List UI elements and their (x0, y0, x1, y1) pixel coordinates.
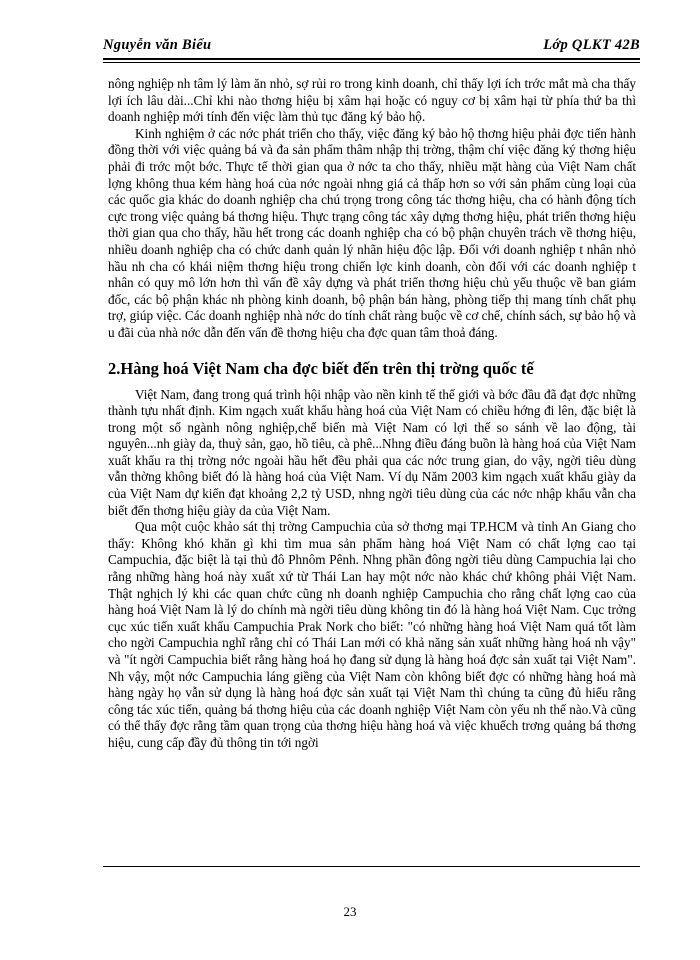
class-label: Lớp QLKT 42B (543, 37, 640, 53)
header-rule-thin (103, 62, 640, 63)
body-paragraph: Qua một cuộc khảo sát thị trờng Campuchia của sở thơng mại TP.HCM và tỉnh An Giang cho thấy: Không khó khăn gì khi tìm mua sản phẩm hàng hoá Việt Nam có chất lợng cao tại Campuchia, đặc biệt là tại thủ đô Phnôm Pênh. Nhng phần đông ngời tiêu dùng Campuchia lại cho rằng những hàng hoá này xuất xứ từ Thái Lan hay một nớc nào khác chứ không phải Việt Nam. Thật nghịch lý khi các quan chức cũng nh doanh nghiệp Campuchia cho rằng chất lợng cao của hàng hoá Việt Nam là lý do chính mà ngời tiêu dùng không tin đó là hàng hoá Việt Nam. Cục trởng cục xúc tiến xuất khẩu Campuchia Prak Nork cho biết: "có những hàng hoá Việt Nam quá tốt làm cho ngời Campuchia nghĩ rằng chỉ có Thái Lan mới có khả năng sản xuất những hàng hoá nh vậy" và "ít ngời Campuchia biết rằng hàng hoá họ đang sử dụng là hàng hoá đợc sản xuất tại Việt Nam". Nh vậy, một nớc Campuchia láng giềng của Việt Nam còn không biết đợc có những hàng hoá mà hàng ngày họ vẫn sử dụng là hàng hoá đợc sản xuất tại Việt Nam thì chúng ta cũng đủ hiểu rằng công tác xúc tiến, quảng bá thơng hiệu của các doanh nghiệp Việt Nam còn yếu nh thế nào.Và cũng có thể thấy đợc rằng tầm quan trọng của thơng hiệu hàng hoá và việc khuếch trơng quảng bá thơng hiệu, cung cấp đầy đủ thông tin tới ngời (108, 519, 636, 750)
body-paragraph: Việt Nam, đang trong quá trình hội nhập vào nền kinh tế thế giới và bớc đầu đã đạt đợc những thành tựu nhất định. Kim ngạch xuất khẩu hàng hoá của Việt Nam có chiều hớng đi lên, đặc biệt là trong một số ngành nông nghiệp,chế biến mà Việt Nam có lợi thế so sánh về lao động, tài nguyên...nh giày da, thuỷ sản, gạo, hồ tiêu, cà phê...Nhng điều đáng buồn là hàng hoá của Việt Nam xuất khẩu ra thị trờng nớc ngoài hầu hết đều phải qua các nớc trung gian, do vậy, ngời tiêu dùng vẫn thờng không biết đó là hàng hoá của Việt Nam. Ví dụ Năm 2003 kim ngạch xuất khẩu giày da của Việt Nam dự kiến đạt khoảng 2,2 tỷ USD, nhng ngời tiêu dùng của các nớc nhập khẩu vẫn cha biết đến thơng hiệu giày da của Việt Nam. (108, 386, 636, 518)
body-paragraph: Kinh nghiệm ở các nớc phát triển cho thấy, việc đăng ký bảo hộ thơng hiệu phải đợc tiến hành đồng thời với việc quảng bá và đa sản phẩm thâm nhập thị trờng, thậm chí việc đăng ký thơng hiệu phải đi trớc một bớc. Thực tế thời gian qua ở nớc ta cho thấy, nhiều mặt hàng của Việt Nam chất lợng không thua kém hàng hoá của nớc ngoài nhng giá cả thấp hơn so với sản phẩm cùng loại của các quốc gia khác do doanh nghiệp cha chú trọng trong công tác thơng hiệu, cha có hành động tích cực trong việc quảng bá thơng hiệu. Thực trạng công tác xây dựng thơng hiệu, phát triển thơng hiệu thời gian qua cho thấy, hầu hết trong các doanh nghiệp cha có bộ phận chuyên trách về thơng hiệu, nhiều doanh nghiệp cha có chức danh quản lý nhãn hiệu độc lập. Đối với doanh nghiệp t nhân nhỏ hầu nh cha có khái niệm thơng hiệu trong chiến lợc kinh doanh, còn đối với các doanh nghiệp t nhân có quy mô lớn hơn thì vấn đề xây dựng và phát triển thơng hiệu chủ yếu thuộc về ban giám đốc, các bộ phận khác nh phòng kinh doanh, bộ phận bán hàng, phòng tiếp thị mang tính chất phụ trợ, giúp việc. Các doanh nghiệp nhà nớc do tính chất ràng buộc về cơ chế, chính sách, sự bảo hộ và u đãi của nhà nớc dẫn đến vấn đề thơng hiệu cha đợc quan tâm thoả đáng. (108, 125, 636, 340)
section-heading: 2.Hàng hoá Việt Nam cha đợc biết đến trên thị trờng quốc tế (108, 358, 534, 378)
header-rule-thick (103, 58, 640, 60)
footer-rule (103, 866, 640, 867)
page-body (108, 76, 636, 752)
author-name: Nguyễn văn Biểu (103, 37, 212, 53)
page-number: 23 (343, 904, 357, 919)
body-paragraph: nông nghiệp nh tâm lý làm ăn nhỏ, sợ rủi ro trong kinh doanh, chỉ thấy lợi ích trớc mắt mà cha thấy lợi ích lâu dài...Chỉ khi nào thơng hiệu bị xâm hại hoặc có nguy cơ bị xâm hại từ phía thứ ba thì doanh nghiệp mới tính đến việc làm thủ tục đăng ký bảo hộ. (108, 76, 636, 125)
page-header (103, 20, 640, 60)
